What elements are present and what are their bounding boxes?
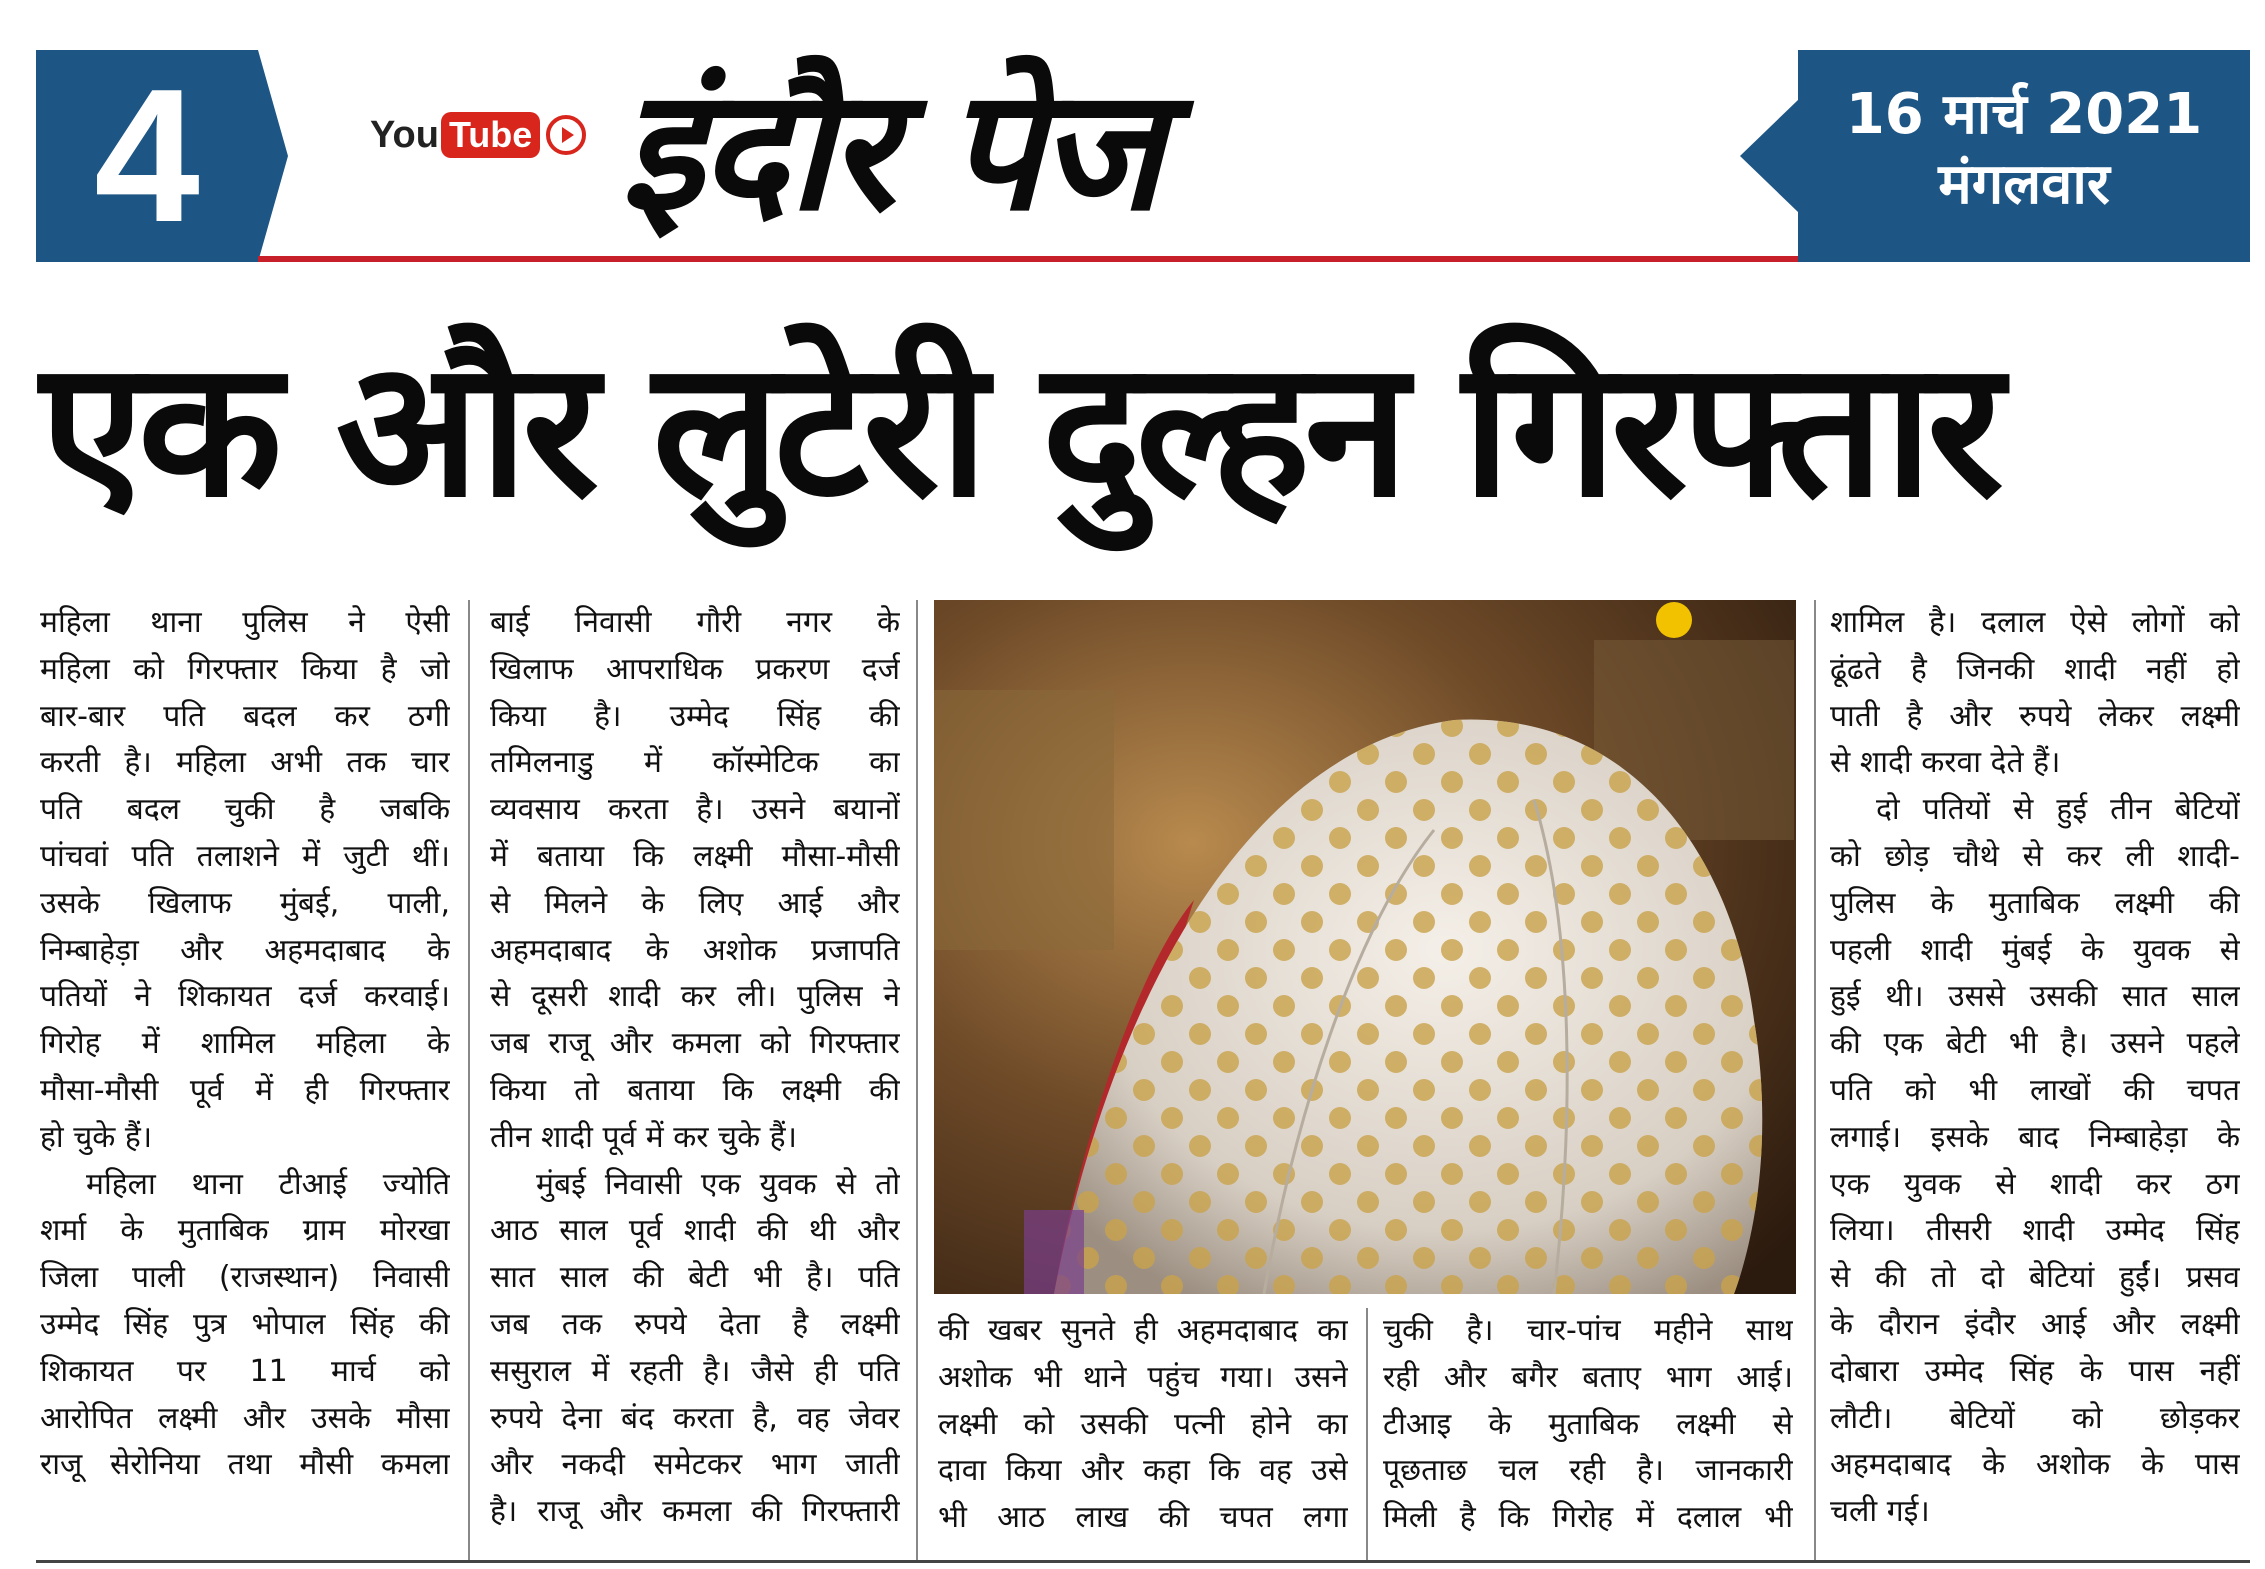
article-text-line: बार-बार पति बदल कर ठगी xyxy=(40,698,450,734)
youtube-logo-tube: Tube xyxy=(441,112,540,158)
issue-date: 16 मार्च 2021 xyxy=(1845,82,2203,147)
article-text-line: चली गई। xyxy=(1830,1494,1930,1530)
article-text-line: राजू सेरोनिया तथा मौसी कमला xyxy=(40,1447,450,1483)
article-text-line: किया तो बताया कि लक्ष्मी की xyxy=(490,1072,900,1108)
article-text-line: उम्मेद सिंह पुत्र भोपाल सिंह की xyxy=(40,1306,450,1342)
article-text-line: पूछताछ चल रही है। जानकारी xyxy=(1383,1453,1793,1489)
article-text-line: तीन शादी पूर्व में कर चुके हैं। xyxy=(490,1119,797,1155)
article-text-line: आरोपित लक्ष्मी और उसके मौसा xyxy=(40,1400,450,1436)
article-text-line: दावा किया और कहा कि वह उसे xyxy=(938,1453,1348,1489)
article-column-6 xyxy=(1830,600,2240,1536)
article-text-line: जब तक रुपये देता है लक्ष्मी xyxy=(490,1306,900,1342)
article-text-line: मुंबई निवासी एक युवक से तो xyxy=(536,1166,900,1202)
article-text-line: की एक बेटी भी है। उसने पहले xyxy=(1830,1026,2240,1062)
article-text-line: से शादी करवा देते हैं। xyxy=(1830,745,2061,781)
article-column-1 xyxy=(40,600,450,1489)
article-text-line: रुपये देना बंद करता है, वह जेवर xyxy=(490,1400,900,1436)
article-text-line: ढूंढते है जिनकी शादी नहीं हो xyxy=(1830,651,2240,687)
article-text-line: तमिलनाडु में कॉस्मेटिक का xyxy=(490,745,900,781)
article-text-line: करती है। महिला अभी तक चार xyxy=(40,745,450,781)
article-text-line: दोबारा उम्मेद सिंह के पास नहीं xyxy=(1830,1353,2240,1389)
article-text-line: जब राजू और कमला को गिरफ्तार xyxy=(490,1026,900,1062)
article-text-line: व्यवसाय करता है। उसने बयानों xyxy=(490,792,900,828)
article-text-line: उसके खिलाफ मुंबई, पाली, xyxy=(40,885,450,921)
section-title: इंदौर पेज xyxy=(620,52,1159,248)
column-divider xyxy=(1366,1308,1368,1560)
date-box-arrow xyxy=(1740,100,1798,212)
youtube-logo[interactable] xyxy=(370,110,586,160)
article-text-line: गिरोह में शामिल महिला के xyxy=(40,1026,450,1062)
article-text-line: से की तो दो बेटियां हुईं। प्रसव xyxy=(1830,1260,2240,1296)
article-text-line: पाती है और रुपये लेकर लक्ष्मी xyxy=(1830,698,2240,734)
column-divider xyxy=(468,600,470,1560)
article-text-line: पांचवां पति तलाशने में जुटी थीं। xyxy=(40,838,450,874)
article-text-line: भी आठ लाख की चपत लगा xyxy=(938,1500,1348,1536)
veiled-bride-photo xyxy=(934,600,1796,1294)
article-text-line: किया है। उम्मेद सिंह की xyxy=(490,698,900,734)
article-text-line: सात साल की बेटी भी है। पति xyxy=(490,1260,900,1296)
article-text-line: दो पतियों से हुई तीन बेटियों xyxy=(1876,792,2240,828)
column-divider xyxy=(916,600,918,1560)
article-text-line: और नकदी समेटकर भाग जाती xyxy=(490,1447,900,1483)
article-text-line: को छोड़ चौथे से कर ली शादी- xyxy=(1830,838,2240,874)
article-text-line: रही और बगैर बताए भाग आई। xyxy=(1383,1359,1793,1395)
article-text-line: महिला को गिरफ्तार किया है जो xyxy=(40,651,450,687)
article-text-line: लक्ष्मी को उसकी पत्नी होने का xyxy=(938,1406,1348,1442)
article-text-line: लौटी। बेटियों को छोड़कर xyxy=(1830,1400,2240,1436)
article-text-line: के दौरान इंदौर आई और लक्ष्मी xyxy=(1830,1306,2240,1342)
article-column-5 xyxy=(1383,1308,1793,1542)
bottom-rule xyxy=(36,1560,2250,1563)
play-icon xyxy=(546,115,586,155)
article-text-line: अहमदाबाद के अशोक प्रजापति xyxy=(490,932,900,968)
page-badge-arrow xyxy=(258,50,288,262)
article-text-line: महिला थाना टीआई ज्योति xyxy=(86,1166,450,1202)
article-text-line: महिला थाना पुलिस ने ऐसी xyxy=(40,605,450,640)
page-number-badge: 4 xyxy=(36,50,258,262)
article-text-line: पति बदल चुकी है जबकि xyxy=(40,792,450,828)
column-divider xyxy=(1814,600,1816,1560)
article-text-line: बाई निवासी गौरी नगर के xyxy=(490,605,900,640)
article-text-line: आठ साल पूर्व शादी की थी और xyxy=(490,1213,900,1249)
article-text-line: अशोक भी थाने पहुंच गया। उसने xyxy=(938,1359,1348,1395)
article-text-line: शिकायत पर 11 मार्च को xyxy=(40,1353,450,1389)
article-text-line: खिलाफ आपराधिक प्रकरण दर्ज xyxy=(490,651,900,687)
main-headline: एक और लुटेरी दुल्हन गिरफ्तार xyxy=(40,320,1998,539)
article-text-line: से दूसरी शादी कर ली। पुलिस ने xyxy=(490,979,900,1015)
article-text-line: मौसा-मौसी पूर्व में ही गिरफ्तार xyxy=(40,1072,450,1108)
article-text-line: चुकी है। चार-पांच महीने साथ xyxy=(1383,1313,1793,1348)
article-text-line: पहली शादी मुंबई के युवक से xyxy=(1830,932,2240,968)
article-text-line: एक युवक से शादी कर ठग xyxy=(1830,1166,2240,1202)
article-text-line: में बताया कि लक्ष्मी मौसा-मौसी xyxy=(490,838,900,874)
article-column-4 xyxy=(938,1308,1348,1542)
article-text-line: पति को भी लाखों की चपत xyxy=(1830,1072,2240,1108)
article-text-line: है। राजू और कमला की गिरफ्तारी xyxy=(490,1494,900,1530)
article-text-line: मिली है कि गिरोह में दलाल भी xyxy=(1383,1500,1793,1536)
article-text-line: हो चुके हैं। xyxy=(40,1119,153,1155)
article-text-line: की खबर सुनते ही अहमदाबाद का xyxy=(938,1313,1348,1348)
article-text-line: लिया। तीसरी शादी उम्मेद सिंह xyxy=(1830,1213,2240,1249)
article-text-line: निम्बाहेड़ा और अहमदाबाद के xyxy=(40,932,450,968)
article-text-line: शामिल है। दलाल ऐसे लोगों को xyxy=(1830,605,2240,640)
article-text-line: जिला पाली (राजस्थान) निवासी xyxy=(40,1260,450,1296)
article-text-line: टीआइ के मुताबिक लक्ष्मी से xyxy=(1383,1406,1793,1442)
article-text-line: लगाई। इसके बाद निम्बाहेड़ा के xyxy=(1830,1119,2240,1155)
article-text-line: हुई थी। उससे उसकी सात साल xyxy=(1830,979,2240,1015)
article-text-line: शर्मा के मुताबिक ग्राम मोरखा xyxy=(40,1213,450,1249)
article-text-line: से मिलने के लिए आई और xyxy=(490,885,900,921)
youtube-logo-you: You xyxy=(370,113,439,156)
article-text-line: पतियों ने शिकायत दर्ज करवाई। xyxy=(40,979,450,1015)
date-box xyxy=(1798,50,2250,262)
header-rule xyxy=(258,256,1798,262)
article-column-2 xyxy=(490,600,900,1536)
article-text-line: अहमदाबाद के अशोक के पास xyxy=(1830,1447,2240,1483)
article-text-line: ससुराल में रहती है। जैसे ही पति xyxy=(490,1353,900,1389)
issue-weekday: मंगलवार xyxy=(1938,152,2110,217)
article-text-line: पुलिस के मुताबिक लक्ष्मी की xyxy=(1830,885,2240,921)
